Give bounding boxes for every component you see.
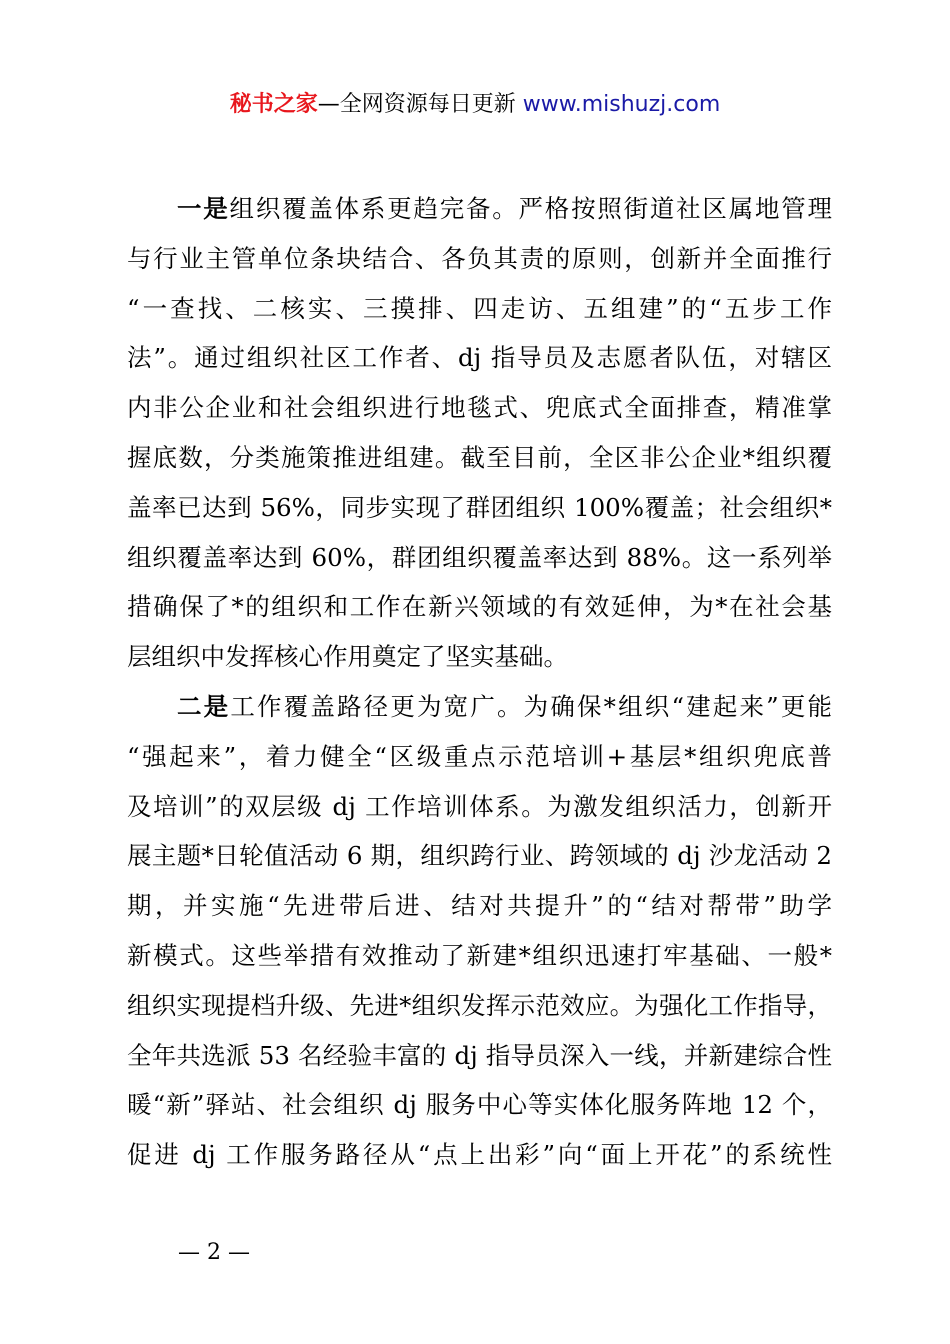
paragraph-2-line-2: “强起来”，着力健全“区级重点示范培训+基层*组织兜底普 [127,741,832,771]
page-number: — 2 — [178,1240,250,1265]
paragraph-1-line-6: 握底数，分类施策推进组建。截至目前，全区非公企业*组织覆 [127,442,832,472]
paragraph-2-line-3: 及培训”的双层级 dj 工作培训体系。为激发组织活力，创新开 [127,791,832,821]
brand-name: 秘书之家 [229,92,318,117]
header-slogan: —全网资源每日更新 [317,92,516,117]
paragraph-2-line-7: 组织实现提档升级、先进*组织发挥示范效应。为强化工作指导， [127,990,832,1020]
paragraph-1-line-9: 措确保了*的组织和工作在新兴领域的有效延伸，为*在社会基 [127,592,832,622]
document-body [127,184,832,1180]
paragraph-2-line-5: 期，并实施“先进带后进、结对共提升”的“结对帮带”助学 [127,891,832,921]
paragraph-1-line-8: 组织覆盖率达到 60%，群团组织覆盖率达到 88%。这一系列举 [127,542,832,572]
paragraph-1-line-4: 法”。通过组织社区工作者、dj 指导员及志愿者队伍，对辖区 [127,343,832,373]
paragraph-1-line-7: 盖率已达到 56%，同步实现了群团组织 100%覆盖；社会组织* [127,492,832,522]
paragraph-2-line-9: 暖“新”驿站、社会组织 dj 服务中心等实体化服务阵地 12 个， [127,1090,832,1120]
paragraph-2-line-1: 二是工作覆盖路径更为宽广。为确保*组织“建起来”更能 [177,691,832,721]
paragraph-2-line-8: 全年共选派 53 名经验丰富的 dj 指导员深入一线，并新建综合性 [127,1040,832,1070]
paragraph-2-line-10: 促进 dj 工作服务路径从“点上出彩”向“面上开花”的系统性 [127,1140,832,1170]
site-url-link[interactable]: www.mishuzj.com [522,92,721,117]
paragraph-1-line-5: 内非公企业和社会组织进行地毯式、兜底式全面排查，精准掌 [127,393,832,423]
paragraph-1-lead: 一是 [177,194,230,223]
site-header [0,88,950,122]
paragraph-1-line-1: 一是组织覆盖体系更趋完备。严格按照街道社区属地管理 [177,194,833,223]
paragraph-1-line-2: 与行业主管单位条块结合、各负其责的原则，创新并全面推行 [127,243,832,273]
paragraph-2-line-6: 新模式。这些举措有效推动了新建*组织迅速打牢基础、一般* [127,940,832,970]
paragraph-1-line-10: 层组织中发挥核心作用奠定了坚实基础。 [127,642,568,672]
paragraph-2-line-4: 展主题*日轮值活动 6 期，组织跨行业、跨领域的 dj 沙龙活动 2 [127,841,832,871]
paragraph-1-line-3: “一查找、二核实、三摸排、四走访、五组建”的“五步工作 [127,293,832,323]
paragraph-2-lead: 二是 [177,691,231,721]
